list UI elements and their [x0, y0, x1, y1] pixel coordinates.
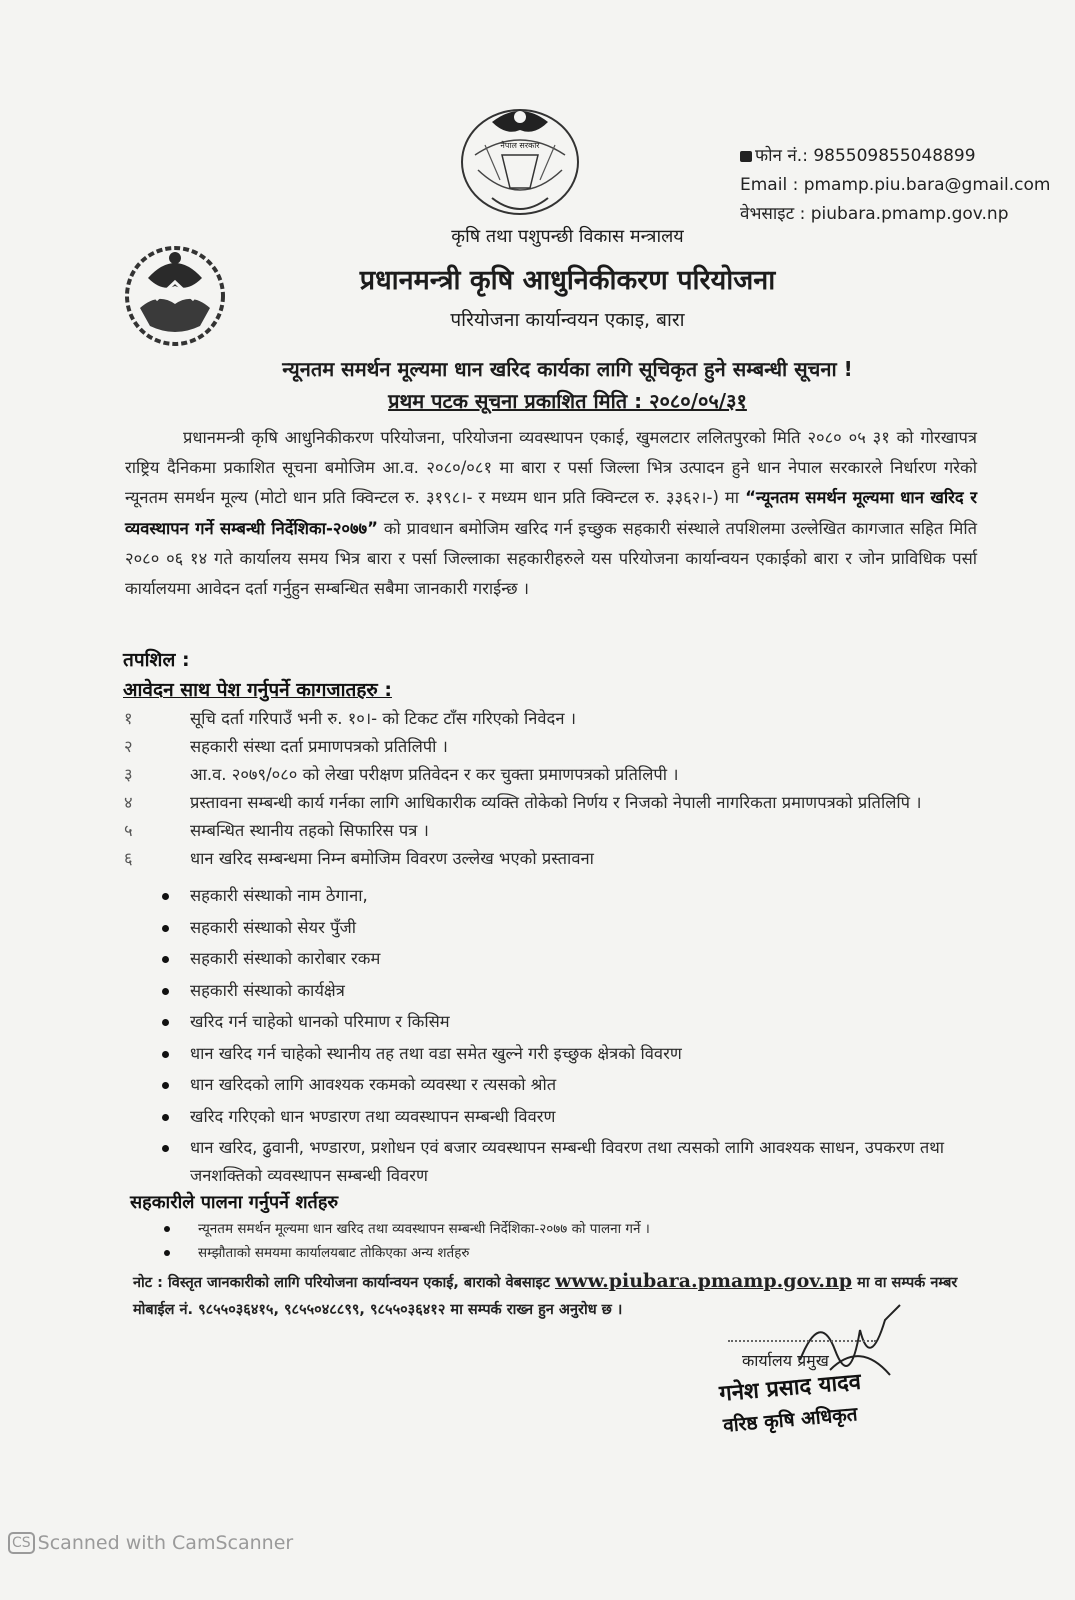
- svg-text:नेपाल सरकार: नेपाल सरकार: [500, 141, 540, 150]
- phone-number: 985509855048899: [813, 146, 976, 166]
- scanner-watermark: CS Scanned with CamScanner: [8, 1532, 293, 1554]
- terms-heading: सहकारीले पालना गर्नुपर्ने शर्तहरु: [130, 1192, 339, 1213]
- signatory-title: वरिष्ठ कृषि अधिकृत: [722, 1403, 859, 1437]
- list-item: ३ आ.व. २०७९/०८० को लेखा परीक्षण प्रतिवेदन र कर चुक्ता प्रमाणपत्रको प्रतिलिपी ।: [124, 765, 679, 784]
- signature-line: [728, 1340, 876, 1342]
- website-label: वेभसाइट :: [740, 204, 806, 224]
- list-item: सम्झौताको समयमा कार्यालयबाट तोकिएका अन्य शर्तहरु: [160, 1241, 980, 1265]
- project-name: प्रधानमन्त्री कृषि आधुनिकीकरण परियोजना: [359, 265, 776, 296]
- list-item: सहकारी संस्थाको कार्यक्षेत्र: [158, 977, 988, 1005]
- list-item: सहकारी संस्थाको कारोबार रकम: [158, 945, 988, 973]
- list-item: धान खरिद गर्न चाहेको स्थानीय तह तथा वडा समेत खुल्ने गरी इच्छुक क्षेत्रको विवरण: [158, 1040, 988, 1068]
- guideline-name: “न्यूनतम समर्थन मूल्यमा धान खरिद र व्यवस्थापन गर्ने सम्बन्धी निर्देशिका-२०७७”: [125, 488, 977, 538]
- details-heading: तपशिल :: [123, 649, 190, 671]
- camscanner-logo: CS: [8, 1532, 35, 1554]
- notice-title: न्यूनतम समर्थन मूल्यमा धान खरिद कार्यका लागि सूचिकृत हुने सम्बन्धी सूचना !: [282, 357, 853, 381]
- list-item: धान खरिद, ढुवानी, भण्डारण, प्रशोधन एवं बजार व्यवस्थापन सम्बन्धी विवरण तथा त्यसको लागि आवश्यक साधन, उपकरण तथा जनशक्तिको व्यवस्थापन सम्बन्धी विवरण: [158, 1134, 988, 1190]
- list-item: धान खरिदको लागि आवश्यक रकमको व्यवस्था र त्यसको श्रोत: [158, 1071, 988, 1099]
- contact-info: [740, 142, 1050, 229]
- email-address: pmamp.piu.bara@gmail.com: [803, 175, 1051, 195]
- list-item: १ सूचि दर्ता गरिपाउँ भनी रु. १०।- को टिकट टाँस गरिएको निवेदन ।: [124, 709, 576, 728]
- note: नोट : विस्तृत जानकारीको लागि परियोजना कार्यान्वयन एकाई, बाराको वेबसाइट www.piubara.pmamp.gov.np मा वा सम्पर्क नम्बर मोबाईल नं. ९८५५०३६४१५, ९८५५०४८८९९, ९८५५०३६४१२ मा सम्पर्क राख्न हुन अनुरोध छ ।: [133, 1270, 958, 1318]
- documents-heading: आवेदन साथ पेश गर्नुपर्ने कागजातहरु :: [123, 679, 392, 701]
- website-address: piubara.pmamp.gov.np: [810, 204, 1009, 224]
- unit-name: परियोजना कार्यान्वयन एकाइ, बारा: [450, 309, 685, 331]
- list-item: ५ सम्बन्धित स्थानीय तहको सिफारिस पत्र ।: [124, 821, 429, 840]
- email-row: [740, 171, 1050, 200]
- notice-body: प्रधानमन्त्री कृषि आधुनिकीकरण परियोजना, परियोजना व्यवस्थापन एकाई, खुमलटार ललितपुरको मिति २०८० ०५ ३१ को गोरखापत्र राष्ट्रिय दैनिकमा प्रकाशित सूचना बमोजिम आ.व. २०८०/०८१ मा बारा र पर्सा जिल्ला भित्र उत्पादन हुने धान नेपाल सरकारले निर्धारण गरेको न्यूनतम समर्थन मूल्य (मोटो धान प्रति क्विन्टल रु. ३१९८।- र मध्यम धान प्रति क्विन्टल रु. ३३६२।-) मा “न्यूनतम समर्थन मूल्यमा धान खरिद र व्यवस्थापन गर्ने सम्बन्धी निर्देशिका-२०७७” को प्रावधान बमोजिम खरिद गर्न इच्छुक सहकारी संस्थाले तपशिलमा उल्लेखित कागजात सहित मिति २०८० ०६ १४ गते कार्यालय समय भित्र बारा र पर्सा जिल्लाका सहकारीहरुले यस परियोजना कार्यान्वयन एकाईको बारा र जोन प्राविधिक पर्सा कार्यालयमा आवेदन दर्ता गर्नुहुन सम्बन्धित सबैमा जानकारी गराईन्छ ।: [125, 428, 977, 599]
- list-item: खरिद गर्न चाहेको धानको परिमाण र किसिम: [158, 1008, 988, 1036]
- list-item: खरिद गरिएको धान भण्डारण तथा व्यवस्थापन सम्बन्धी विवरण: [158, 1103, 988, 1131]
- signatory-name: गनेश प्रसाद यादव: [718, 1369, 863, 1407]
- phone-label: फोन नं.:: [755, 146, 808, 166]
- website-link[interactable]: www.piubara.pmamp.gov.np: [554, 1270, 853, 1292]
- list-item: ६ धान खरिद सम्बन्धमा निम्न बमोजिम विवरण उल्लेख भएको प्रस्तावना: [124, 849, 594, 868]
- list-item: सहकारी संस्थाको सेयर पुँजी: [158, 914, 988, 942]
- list-item: सहकारी संस्थाको नाम ठेगाना,: [158, 882, 988, 910]
- phone-icon: [740, 151, 752, 162]
- project-seal-logo: [430, 100, 610, 230]
- terms-list: [160, 1217, 980, 1265]
- ministry-name: कृषि तथा पशुपन्छी विकास मन्त्रालय: [451, 226, 684, 247]
- list-item: २ सहकारी संस्था दर्ता प्रमाणपत्रको प्रतिलिपी ।: [124, 737, 448, 756]
- signatory-office: कार्यालय प्रमुख: [742, 1351, 829, 1370]
- phone-row: [740, 142, 1050, 171]
- documents-list: [120, 705, 990, 873]
- list-item: ४ प्रस्तावना सम्बन्धी कार्य गर्नका लागि आधिकारीक व्यक्ति तोकेको निर्णय र निजको नेपाली नागरिकता प्रमाणपत्रको प्रतिलिपि ।: [124, 793, 922, 812]
- list-item: न्यूनतम समर्थन मूल्यमा धान खरिद तथा व्यवस्थापन सम्बन्धी निर्देशिका-२०७७ को पालना गर्ने ।: [160, 1217, 980, 1241]
- email-label: Email :: [740, 175, 799, 195]
- publish-date: प्रथम पटक सूचना प्रकाशित मिति : २०८०/०५/३१: [388, 389, 747, 413]
- proposal-details-list: [158, 882, 988, 1194]
